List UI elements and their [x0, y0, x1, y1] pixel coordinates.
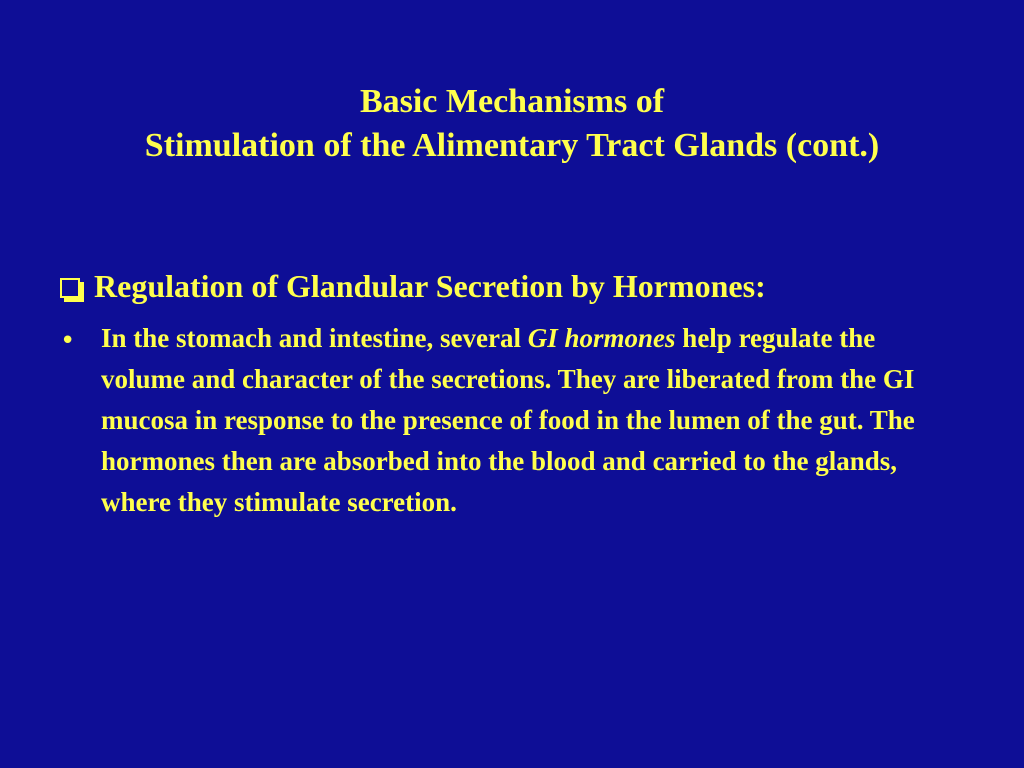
title-line-2: Stimulation of the Alimentary Tract Glands (cont.) — [144, 127, 880, 164]
section-heading-text: Regulation of Glandular Secretion by Hormones: — [94, 268, 766, 304]
bullet-item — [60, 318, 960, 523]
slide-title — [0, 80, 1024, 168]
bullet-text-part-2: help regulate the volume and character of the secretions. They are liberated from the GI mucosa in response to the presence of food in the lumen of the gut. The hormones then are absorbed into the blood and carried to the glands, where they stimulate secretion. — [101, 323, 915, 517]
bullet-text-part-1: In the stomach and intestine, several — [101, 323, 528, 353]
title-line-1: Basic Mechanisms of — [359, 83, 665, 120]
bullet-text-emphasis: GI hormones — [527, 323, 676, 353]
bullet-text — [101, 318, 961, 523]
bullet-dot-icon: • — [60, 326, 76, 356]
section-heading — [60, 266, 980, 306]
checkbox-icon — [60, 278, 80, 298]
